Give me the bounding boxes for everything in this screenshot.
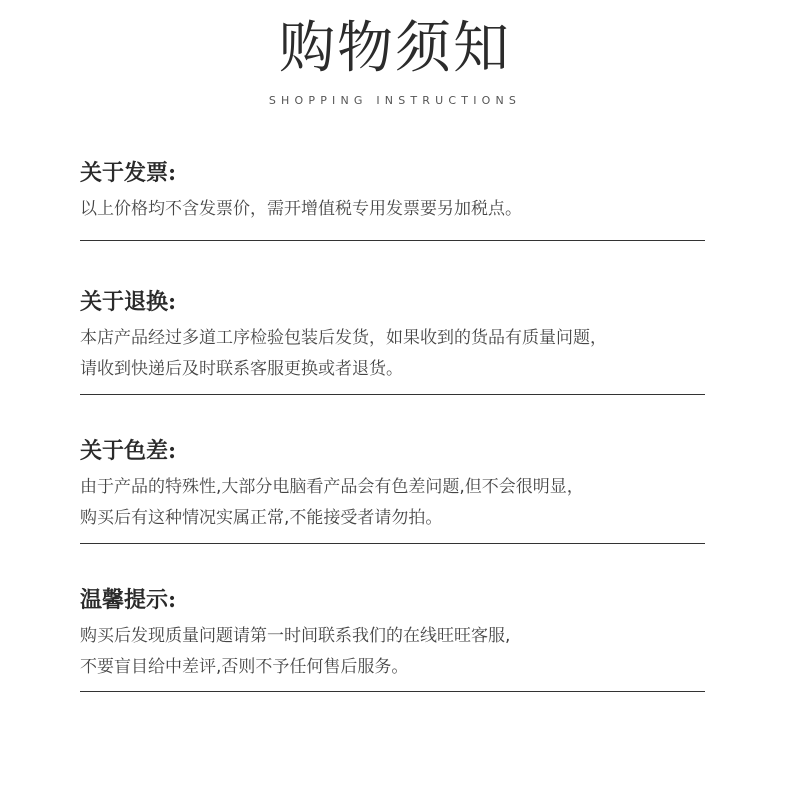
section-divider — [80, 240, 705, 241]
section-body-returns — [80, 323, 705, 385]
section-divider — [80, 543, 705, 544]
section-text-line: 请收到快递后及时联系客服更换或者退货。 — [80, 359, 403, 379]
section-heading-invoice: 关于发票: — [80, 160, 177, 186]
section-heading-returns: 关于退换: — [80, 289, 177, 315]
section-text-line: 由于产品的特殊性,大部分电脑看产品会有色差问题,但不会很明显， — [80, 477, 584, 497]
section-text-line: 本店产品经过多道工序检验包装后发货，如果收到的货品有质量问题， — [80, 328, 607, 348]
section-body-friendly-tips — [80, 621, 705, 683]
section-heading-friendly-tips: 温馨提示: — [80, 587, 177, 613]
page-subtitle: SHOPPING INSTRUCTIONS — [268, 94, 522, 107]
section-color-difference — [80, 436, 705, 534]
section-returns — [80, 287, 705, 385]
section-text-line: 购买后发现质量问题请第一时间联系我们的在线旺旺客服, — [80, 626, 511, 646]
section-body-color-difference — [80, 472, 705, 534]
section-heading-color-difference: 关于色差: — [80, 438, 177, 464]
section-text-line: 以上价格均不含发票价，需开增值税专用发票要另加税点。 — [80, 199, 522, 219]
section-friendly-tips — [80, 585, 705, 683]
section-text-line: 不要盲目给中差评,否则不予任何售后服务。 — [80, 657, 409, 677]
page-title: 购物须知 — [279, 16, 511, 81]
section-divider — [80, 394, 705, 395]
section-body-invoice — [80, 194, 705, 225]
section-divider — [80, 691, 705, 692]
section-invoice — [80, 158, 705, 225]
section-text-line: 购买后有这种情况实属正常,不能接受者请勿拍。 — [80, 508, 443, 528]
